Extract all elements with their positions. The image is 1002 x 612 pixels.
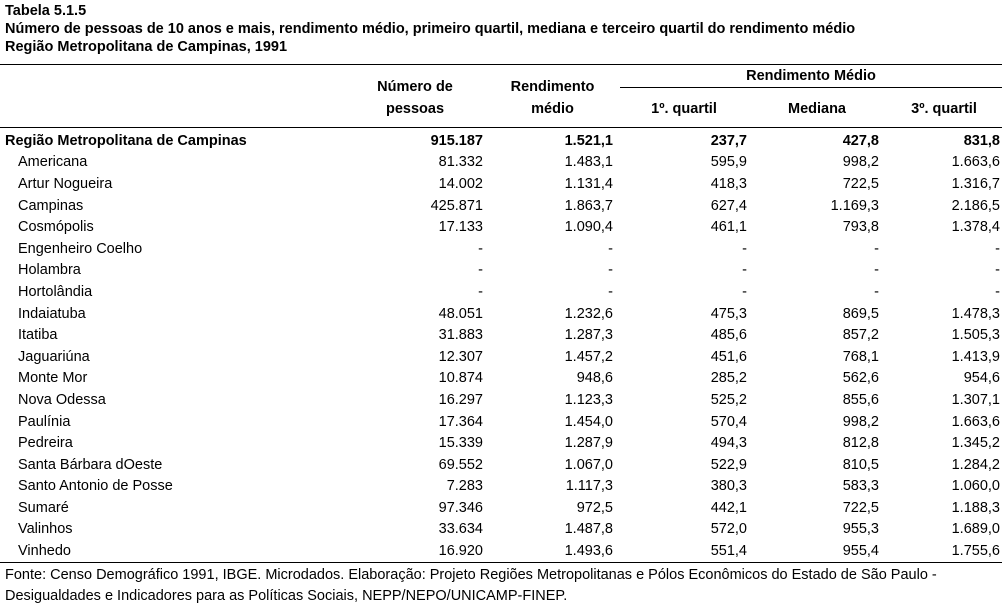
cell-income: 1.487,8 bbox=[564, 521, 613, 538]
cell-q1: 572,0 bbox=[710, 521, 747, 538]
table-row bbox=[0, 454, 1002, 476]
row-name: Santa Bárbara dOeste bbox=[18, 456, 163, 473]
cell-median: 857,2 bbox=[842, 327, 879, 344]
table-row bbox=[0, 411, 1002, 433]
cell-q1: 461,1 bbox=[710, 219, 747, 236]
cell-income: 1.457,2 bbox=[564, 348, 613, 365]
table-row-total bbox=[0, 130, 1002, 152]
cell-persons: 16.297 bbox=[438, 391, 483, 408]
cell-q1: 285,2 bbox=[710, 370, 747, 387]
table-row bbox=[0, 432, 1002, 454]
row-name: Sumaré bbox=[18, 499, 69, 516]
cell-income: - bbox=[608, 262, 613, 279]
row-name: Itatiba bbox=[18, 327, 58, 344]
row-name: Valinhos bbox=[18, 521, 73, 538]
cell-q3: 1.755,6 bbox=[951, 543, 1000, 560]
cell-q1: 451,6 bbox=[710, 348, 747, 365]
table-row bbox=[0, 152, 1002, 174]
column-header-persons-line1: Número de bbox=[377, 79, 453, 95]
cell-q3: - bbox=[995, 240, 1000, 257]
column-header-q3: 3º. quartil bbox=[911, 101, 977, 117]
cell-q1: 595,9 bbox=[710, 154, 747, 171]
cell-q3: 1.307,1 bbox=[951, 391, 1000, 408]
cell-median: 855,6 bbox=[842, 391, 879, 408]
table-row bbox=[0, 238, 1002, 260]
cell-median: 722,5 bbox=[842, 499, 879, 516]
row-name: Santo Antonio de Posse bbox=[18, 478, 173, 495]
table-row bbox=[0, 324, 1002, 346]
cell-persons: - bbox=[478, 240, 483, 257]
column-header-persons bbox=[350, 76, 480, 120]
cell-income: 1.131,4 bbox=[564, 175, 613, 192]
cell-income: 1.117,3 bbox=[565, 478, 613, 495]
cell-q3: 2.186,5 bbox=[951, 197, 1000, 214]
table-row bbox=[0, 216, 1002, 238]
cell-persons: 31.883 bbox=[438, 327, 483, 344]
cell-persons: 48.051 bbox=[438, 305, 483, 322]
column-header-median: Mediana bbox=[787, 101, 846, 117]
header-bottom-rule bbox=[0, 127, 1002, 128]
cell-q3: 831,8 bbox=[963, 132, 1000, 149]
table-row bbox=[0, 281, 1002, 303]
cell-q3: 1.284,2 bbox=[951, 456, 1000, 473]
table-row bbox=[0, 173, 1002, 195]
cell-q1: - bbox=[742, 283, 747, 300]
cell-persons: 17.133 bbox=[438, 219, 483, 236]
cell-median: 955,3 bbox=[842, 521, 879, 538]
table-title: Número de pessoas de 10 anos e mais, rendimento médio, primeiro quartil, mediana e terceiro quartil do rendimento médio bbox=[5, 21, 856, 37]
table-region-year: Região Metropolitana de Campinas, 1991 bbox=[5, 39, 288, 55]
row-name: Região Metropolitana de Campinas bbox=[5, 132, 247, 149]
cell-persons: 915.187 bbox=[430, 132, 483, 149]
cell-q3: 1.663,6 bbox=[951, 413, 1000, 430]
cell-q3: 1.505,3 bbox=[951, 327, 1000, 344]
cell-persons: 16.920 bbox=[438, 543, 483, 560]
cell-q3: 1.378,4 bbox=[951, 219, 1000, 236]
cell-persons: 97.346 bbox=[438, 499, 483, 516]
cell-median: 768,1 bbox=[842, 348, 879, 365]
column-header-q1: 1º. quartil bbox=[651, 101, 717, 117]
cell-q3: 954,6 bbox=[963, 370, 1000, 387]
column-group-header: Rendimento Médio bbox=[746, 68, 876, 84]
cell-q1: - bbox=[742, 240, 747, 257]
cell-persons: - bbox=[478, 283, 483, 300]
row-name: Hortolândia bbox=[18, 283, 93, 300]
cell-q3: 1.316,7 bbox=[951, 175, 1000, 192]
cell-q1: 237,7 bbox=[710, 132, 747, 149]
table-row bbox=[0, 346, 1002, 368]
data-table bbox=[0, 130, 1002, 562]
table-row bbox=[0, 368, 1002, 390]
column-header-income-line1: Rendimento bbox=[510, 79, 595, 95]
row-name: Vinhedo bbox=[18, 543, 71, 560]
cell-q3: - bbox=[995, 283, 1000, 300]
cell-persons: - bbox=[478, 262, 483, 279]
row-name: Jaguariúna bbox=[18, 348, 90, 365]
cell-q3: 1.663,6 bbox=[951, 154, 1000, 171]
row-name: Artur Nogueira bbox=[18, 175, 113, 192]
cell-q1: 494,3 bbox=[710, 435, 747, 452]
cell-q1: 442,1 bbox=[710, 499, 747, 516]
table-row bbox=[0, 476, 1002, 498]
cell-q1: - bbox=[742, 262, 747, 279]
cell-median: - bbox=[874, 262, 879, 279]
cell-income: 1.287,3 bbox=[564, 327, 613, 344]
cell-median: 998,2 bbox=[842, 413, 879, 430]
cell-q3: 1.413,9 bbox=[951, 348, 1000, 365]
table-row bbox=[0, 497, 1002, 519]
cell-median: - bbox=[874, 283, 879, 300]
row-name: Paulínia bbox=[18, 413, 71, 430]
cell-income: - bbox=[608, 240, 613, 257]
table-number: Tabela 5.1.5 bbox=[5, 3, 87, 19]
cell-median: 812,8 bbox=[842, 435, 879, 452]
table-bottom-rule bbox=[0, 562, 1002, 563]
row-name: Indaiatuba bbox=[18, 305, 86, 322]
column-header-persons-line2: pessoas bbox=[385, 101, 445, 117]
cell-median: - bbox=[874, 240, 879, 257]
cell-income: 948,6 bbox=[576, 370, 613, 387]
table-row bbox=[0, 389, 1002, 411]
cell-median: 998,2 bbox=[842, 154, 879, 171]
cell-persons: 33.634 bbox=[438, 521, 483, 538]
cell-income: 1.483,1 bbox=[564, 154, 613, 171]
row-name: Nova Odessa bbox=[18, 391, 106, 408]
cell-median: 793,8 bbox=[842, 219, 879, 236]
cell-persons: 10.874 bbox=[438, 370, 483, 387]
cell-persons: 15.339 bbox=[438, 435, 483, 452]
cell-income: 972,5 bbox=[576, 499, 613, 516]
cell-median: 722,5 bbox=[842, 175, 879, 192]
table-row bbox=[0, 195, 1002, 217]
column-header-income bbox=[485, 76, 620, 120]
row-name: Campinas bbox=[18, 197, 84, 214]
cell-persons: 81.332 bbox=[438, 154, 483, 171]
cell-q1: 525,2 bbox=[710, 391, 747, 408]
cell-q3: 1.478,3 bbox=[951, 305, 1000, 322]
cell-q3: 1.188,3 bbox=[951, 499, 1000, 516]
cell-q3: 1.689,0 bbox=[951, 521, 1000, 538]
table-body bbox=[0, 130, 1002, 562]
table-row bbox=[0, 519, 1002, 541]
cell-q1: 551,4 bbox=[710, 543, 747, 560]
cell-income: 1.521,1 bbox=[564, 132, 613, 149]
row-name: Monte Mor bbox=[18, 370, 88, 387]
cell-persons: 425.871 bbox=[430, 197, 483, 214]
cell-income: 1.454,0 bbox=[564, 413, 613, 430]
cell-q1: 418,3 bbox=[710, 175, 747, 192]
cell-median: 583,3 bbox=[842, 478, 879, 495]
table-row bbox=[0, 540, 1002, 562]
cell-median: 869,5 bbox=[842, 305, 879, 322]
cell-persons: 17.364 bbox=[438, 413, 483, 430]
column-group-rule bbox=[620, 87, 1002, 88]
cell-median: 1.169,3 bbox=[830, 197, 879, 214]
cell-income: 1.067,0 bbox=[564, 456, 613, 473]
cell-income: 1.493,6 bbox=[564, 543, 613, 560]
cell-income: 1.287,9 bbox=[564, 435, 613, 452]
row-name: Engenheiro Coelho bbox=[18, 240, 143, 257]
source-note: Fonte: Censo Demográfico 1991, IBGE. Microdados. Elaboração: Projeto Regiões Metropolitanas e Pólos Econômicos do Estado de São Paulo - Desigualdades e Indicadores para as Políticas Sociais, NEPP/NEPO/UNICAMP-FINEP. bbox=[5, 567, 937, 604]
cell-persons: 7.283 bbox=[446, 478, 483, 495]
cell-q1: 570,4 bbox=[710, 413, 747, 430]
cell-persons: 12.307 bbox=[438, 348, 483, 365]
cell-median: 810,5 bbox=[842, 456, 879, 473]
cell-income: 1.123,3 bbox=[564, 391, 613, 408]
cell-q3: 1.345,2 bbox=[951, 435, 1000, 452]
cell-median: 955,4 bbox=[842, 543, 879, 560]
cell-q1: 380,3 bbox=[710, 478, 747, 495]
cell-q1: 475,3 bbox=[710, 305, 747, 322]
row-name: Holambra bbox=[18, 262, 81, 279]
cell-income: 1.232,6 bbox=[564, 305, 613, 322]
row-name: Pedreira bbox=[18, 435, 73, 452]
cell-q3: 1.060,0 bbox=[951, 478, 1000, 495]
column-header-income-line2: médio bbox=[531, 101, 574, 117]
cell-median: 562,6 bbox=[842, 370, 879, 387]
row-name: Cosmópolis bbox=[18, 219, 94, 236]
cell-q1: 522,9 bbox=[710, 456, 747, 473]
table-row bbox=[0, 303, 1002, 325]
cell-q3: - bbox=[995, 262, 1000, 279]
cell-q1: 485,6 bbox=[710, 327, 747, 344]
cell-median: 427,8 bbox=[842, 132, 879, 149]
cell-income: 1.863,7 bbox=[564, 197, 613, 214]
table-row bbox=[0, 260, 1002, 282]
cell-income: 1.090,4 bbox=[564, 219, 613, 236]
cell-q1: 627,4 bbox=[710, 197, 747, 214]
cell-persons: 69.552 bbox=[438, 456, 483, 473]
cell-persons: 14.002 bbox=[438, 175, 483, 192]
cell-income: - bbox=[608, 283, 613, 300]
row-name: Americana bbox=[18, 154, 88, 171]
